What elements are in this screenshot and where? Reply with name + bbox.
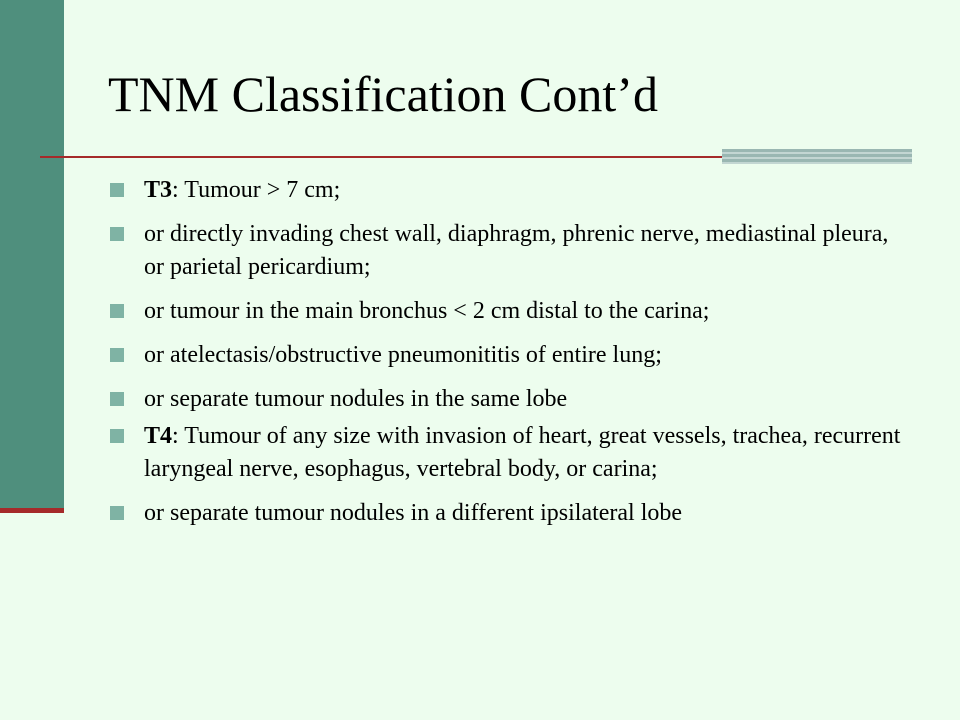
- square-bullet-icon: [110, 429, 124, 443]
- bullet-text: or separate tumour nodules in a different ipsilateral lobe: [144, 500, 683, 526]
- left-band-bottom-rule: [0, 508, 64, 513]
- square-bullet-icon: [110, 392, 124, 406]
- bullet-text: or tumour in the main bronchus < 2 cm distal to the carina;: [144, 298, 710, 324]
- bullet-item: [108, 174, 908, 207]
- square-bullet-icon: [110, 183, 124, 197]
- bullet-item: [108, 295, 908, 328]
- square-bullet-icon: [110, 348, 124, 362]
- square-bullet-icon: [110, 227, 124, 241]
- square-bullet-icon: [110, 304, 124, 318]
- left-color-band: [0, 0, 64, 512]
- bullet-term: T3: [144, 177, 173, 203]
- bullet-text: : Tumour > 7 cm;: [172, 177, 341, 203]
- bullet-text: or separate tumour nodules in the same lobe: [144, 386, 568, 412]
- square-bullet-icon: [110, 506, 124, 520]
- divider-accent-bar: [722, 149, 912, 164]
- bullet-list: [108, 174, 908, 541]
- slide-title: TNM Classification Cont’d: [108, 66, 658, 122]
- bullet-text: or directly invading chest wall, diaphragm, phrenic nerve, mediastinal pleura, or parietal pericardium;: [144, 221, 889, 280]
- bullet-item: [108, 218, 908, 284]
- bullet-item: [108, 383, 908, 416]
- bullet-item: [108, 420, 908, 486]
- bullet-text: : Tumour of any size with invasion of heart, great vessels, trachea, recurrent laryngeal nerve, esophagus, vertebral body, or carina;: [144, 423, 901, 482]
- bullet-text: or atelectasis/obstructive pneumonititis of entire lung;: [144, 342, 662, 368]
- bullet-item: [108, 497, 908, 530]
- bullet-item: [108, 339, 908, 372]
- bullet-term: T4: [144, 423, 173, 449]
